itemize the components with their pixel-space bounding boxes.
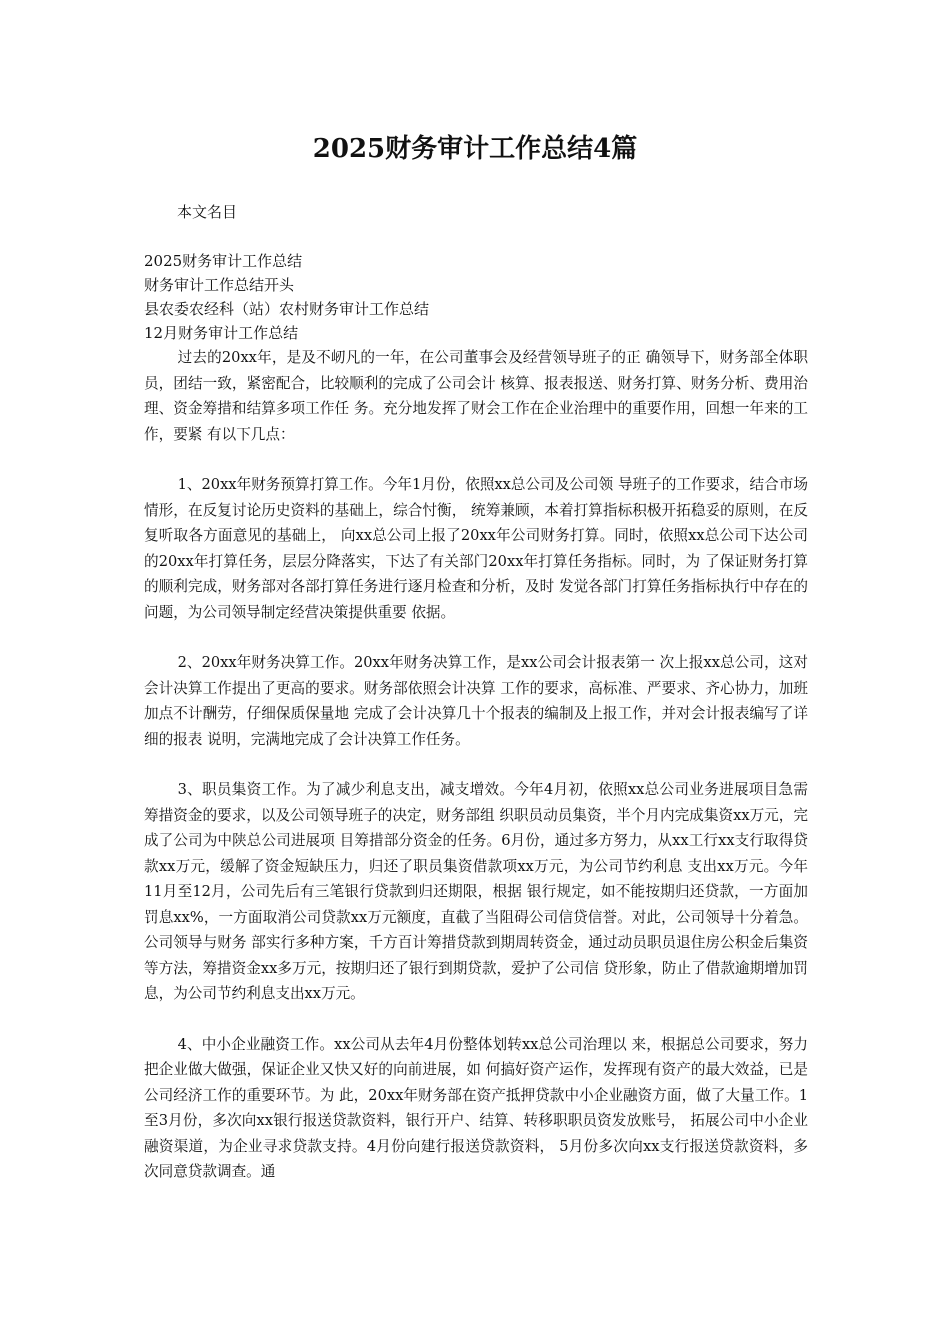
final-accounts-paragraph: 2、20xx年财务决算工作。20xx年财务决算工作，是xx公司会计报表第一 次上报xx总公司，这对会计决算工作提出了更高的要求。财务部依照会计决算 工作的要求，高标准、严要求、齐心协力，加班加点不计酬劳，仔细保质保量地 完成了会计决算几十个报表的编制及上报工作，并对会计报表编写了详细的报表 说明，完满地完成了会计决算工作任务。 [144, 654, 808, 748]
toc-item[interactable]: 财务审计工作总结开头 [144, 276, 295, 294]
staff-fundraising-paragraph: 3、职员集资工作。为了减少利息支出，减支增效。今年4月初，依照xx总公司业务进展项目急需筹措资金的要求，以及公司领导班子的决定，财务部组 织职员动员集资，半个月内完成集资xx万元，完成了公司为中陕总公司进展项 目筹措部分资金的任务。6月份，通过多方努力，从xx工行xx支行取得贷款xx万元，缓解了资金短缺压力，归还了职员集资借款项xx万元，为公司节约利息 支出xx万元。今年11月至12月，公司先后有三笔银行贷款到归还期限，根据 银行规定，如不能按期归还贷款，一方面加罚息xx%，一方面取消公司贷款xx万元额度，直截了当阻碍公司信贷信誉。对此，公司领导十分着急。公司领导与财务 部实行多种方案，千方百计筹措贷款到期周转资金，通过动员职员退住房公积金后集资等方法，筹措资金xx多万元，按期归还了银行到期贷款，爱护了公司信 贷形象，防止了借款逾期增加罚息，为公司节约利息支出xx万元。 [144, 781, 808, 1002]
toc-heading: 本文名目 [177, 203, 238, 221]
toc-item[interactable]: 县农委农经科（站）农村财务审计工作总结 [144, 300, 430, 318]
budget-plan-paragraph: 1、20xx年财务预算打算工作。今年1月份，依照xx总公司及公司领 导班子的工作要求，结合市场情形，在反复讨论历史资料的基础上，综合忖衡， 统筹兼顾，本着打算指标积极开拓稳妥的原则，在反复听取各方面意见的基础上， 向xx总公司上报了20xx年公司财务打算。同时，依照xx总公司下达公司的20xx年打算任务，层层分降落实，下达了有关部门20xx年打算任务指标。同时，为 了保证财务打算的顺利完成，财务部对各部打算任务进行逐月检查和分析，及时 发觉各部门打算任务指标执行中存在的问题，为公司领导制定经营决策提供重要 依据。 [144, 476, 808, 621]
sme-financing-paragraph: 4、中小企业融资工作。xx公司从去年4月份整体划转xx总公司治理以 来，根据总公司要求，努力把企业做大做强，保证企业又快又好的向前进展，如 何搞好资产运作，发挥现有资产的最大效益，已是公司经济工作的重要环节。为 此，20xx年财务部在资产抵押贷款中小企业融资方面，做了大量工作。1至3月份，多次向xx银行报送贷款资料，银行开户、结算、转移职职员资发放账号， 拓展公司中小企业融资渠道，为企业寻求贷款支持。4月份向建行报送贷款资料， 5月份多次向xx支行报送贷款资料，多次同意贷款调查。通 [144, 1035, 808, 1180]
table-of-contents [144, 249, 824, 345]
intro-paragraph: 过去的20xx年，是及不屻凡的一年，在公司董事会及经营领导班子的正 确领导下，财务部全体职员，团结一致，紧密配合，比较顺利的完成了公司会计 核算、报表报送、财务打算、财务分析、费用治理、资金筹措和结算多项工作任 务。充分地发挥了财会工作在企业治理中的重要作用，回想一年来的工作，要紧 有以下几点： [144, 349, 808, 443]
document-title: 2025财务审计工作总结4篇 [312, 134, 638, 164]
toc-item[interactable]: 2025财务审计工作总结 [144, 252, 303, 270]
toc-item[interactable]: 12月财务审计工作总结 [144, 324, 299, 342]
document-body [144, 345, 808, 1185]
